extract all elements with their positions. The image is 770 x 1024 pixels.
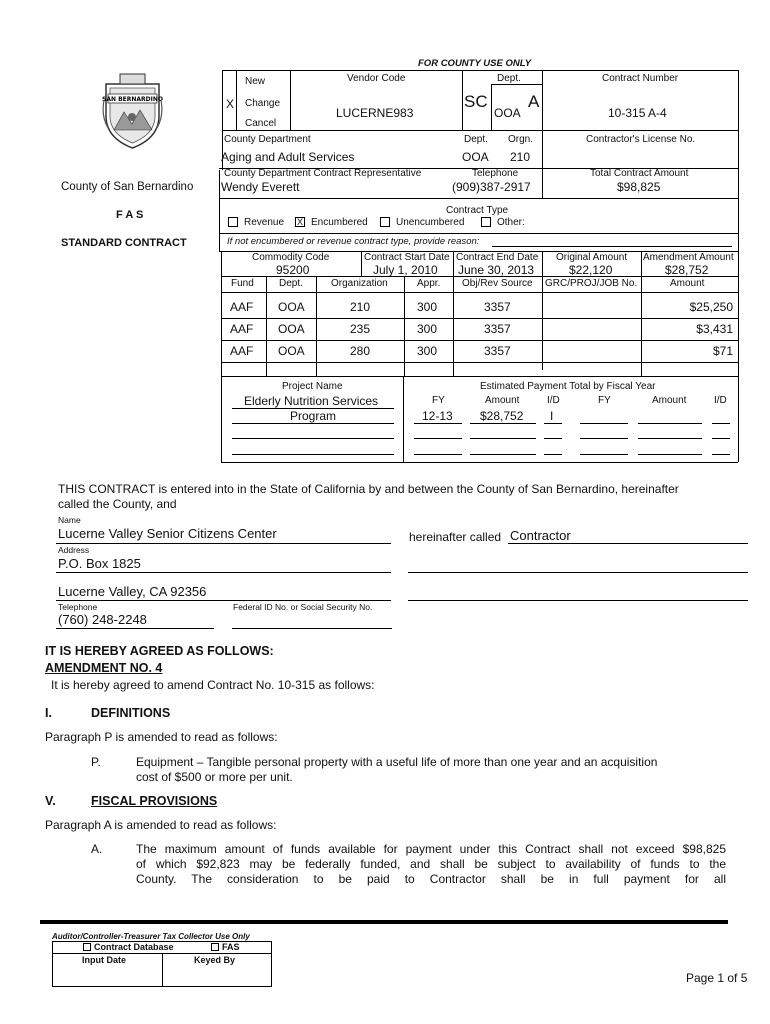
- commodity-value: 95200: [276, 263, 310, 277]
- keyed-by-label: Keyed By: [194, 955, 236, 965]
- contract-form-table: [0, 0, 770, 470]
- county-name: County of San Bernardino: [61, 181, 194, 193]
- table-cell: 300: [417, 344, 438, 358]
- col-appr: Appr.: [417, 278, 441, 289]
- commodity-label: Commodity Code: [252, 252, 330, 263]
- table-cell: $71: [712, 344, 733, 358]
- unencumbered-label: Unencumbered: [396, 217, 465, 228]
- id-label-1: I/D: [547, 395, 560, 406]
- table-cell: 300: [417, 300, 438, 314]
- amendment-amount-value: $28,752: [665, 263, 709, 277]
- table-row: AAF: [230, 344, 254, 358]
- county-department-label: County Department: [224, 134, 311, 145]
- sec1-title: DEFINITIONS: [91, 706, 171, 720]
- table-cell: 300: [417, 322, 438, 336]
- contract-db-label: Contract Database: [94, 942, 174, 952]
- sec1-intro: Paragraph P is amended to read as follows:: [45, 730, 278, 744]
- change-mark: X: [226, 97, 235, 111]
- col-dept: Dept.: [279, 278, 303, 289]
- sec5-title: FISCAL PROVISIONS: [91, 794, 218, 808]
- encumbered-label: Encumbered: [311, 217, 368, 228]
- new-label: New: [245, 76, 266, 87]
- agreed-heading: IT IS HEREBY AGREED AS FOLLOWS:: [45, 644, 274, 658]
- input-date-label: Input Date: [82, 955, 126, 965]
- table-cell: 280: [350, 344, 371, 358]
- end-date-label: Contract End Date: [456, 252, 539, 263]
- original-amount-label: Original Amount: [556, 252, 628, 263]
- orgn-label: Orgn.: [508, 134, 534, 145]
- a-line1: The maximum amount of funds available for payment under this Contract shall not exceed $98,825: [136, 842, 726, 856]
- address-line2: Lucerne Valley, CA 92356: [58, 584, 207, 599]
- hereinafter-value: Contractor: [510, 528, 571, 543]
- table-cell: 235: [350, 322, 371, 336]
- rep-label: County Department Contract Representative: [224, 168, 422, 179]
- revenue-label: Revenue: [244, 217, 285, 228]
- telephone-label: Telephone: [472, 168, 519, 179]
- table-cell: 3357: [484, 344, 511, 358]
- revenue-checkbox[interactable]: [228, 217, 238, 227]
- amendment-heading: AMENDMENT NO. 4: [45, 661, 163, 675]
- sec1-num: I.: [45, 706, 52, 720]
- dept-suffix: A: [528, 92, 540, 111]
- a-line2: of which $92,823 may be federally funded, and shall be subject to availability of funds to the: [136, 857, 726, 871]
- sec5-intro: Paragraph A is amended to read as follows:: [45, 818, 277, 832]
- vendor-sc: SC: [464, 92, 488, 111]
- table-cell: OOA: [278, 344, 305, 358]
- contract-number-label: Contract Number: [602, 73, 679, 84]
- intro-line2: called the County, and: [58, 497, 177, 511]
- amount-label-1: Amount: [485, 395, 520, 406]
- total-amount-label: Total Contract Amount: [590, 168, 689, 179]
- telephone-label: Telephone: [58, 602, 98, 612]
- reason-label: If not encumbered or revenue contract type, provide reason:: [227, 236, 480, 247]
- project-name-line2: Program: [290, 409, 337, 423]
- license-label: Contractor's License No.: [586, 134, 696, 145]
- col-organization: Organization: [331, 278, 388, 289]
- address-label: Address: [58, 545, 90, 555]
- svg-text:SAN BERNARDINO: SAN BERNARDINO: [102, 96, 163, 103]
- original-amount-value: $22,120: [569, 263, 613, 277]
- table-cell: OOA: [278, 322, 305, 336]
- vendor-code-value: LUCERNE983: [336, 106, 414, 120]
- intro-line1: THIS CONTRACT is entered into in the State of California by and between the County of San Bernardino, hereinafter: [58, 482, 679, 496]
- end-date-value: June 30, 2013: [458, 263, 535, 277]
- table-cell: 210: [350, 300, 371, 314]
- rep-value: Wendy Everett: [221, 180, 300, 194]
- col-fund: Fund: [231, 278, 254, 289]
- telephone-value: (909)387-2917: [452, 180, 531, 194]
- vendor-code-label: Vendor Code: [347, 73, 406, 84]
- contract-type-label: Contract Type: [446, 205, 509, 216]
- amount-value: $28,752: [480, 409, 524, 423]
- amount-label-2: Amount: [652, 395, 687, 406]
- fy-label-1: FY: [432, 395, 445, 406]
- dept-label: Dept.: [497, 73, 521, 84]
- start-date-value: July 1, 2010: [373, 263, 438, 277]
- project-name-line1: Elderly Nutrition Services: [244, 394, 379, 408]
- fedid-label: Federal ID No. or Social Security No.: [233, 602, 373, 612]
- encumbered-checkbox[interactable]: X: [296, 217, 303, 227]
- p-letter: P.: [91, 755, 101, 769]
- id-value: I: [550, 409, 554, 423]
- auditor-label: Auditor/Controller-Treasurer Tax Collector Use Only: [52, 932, 250, 941]
- col-grc-proj: GRC/PROJ/JOB No.: [545, 278, 638, 289]
- total-amount-value: $98,825: [617, 180, 661, 194]
- est-payment-label: Estimated Payment Total by Fiscal Year: [480, 381, 656, 392]
- p-line1: Equipment – Tangible personal property with a useful life of more than one year and an acquisition: [136, 755, 658, 769]
- dept2-value: OOA: [462, 150, 489, 164]
- p-line2: cost of $500 or more per unit.: [136, 770, 293, 784]
- col-obj-rev: Obj/Rev Source: [462, 278, 533, 289]
- table-cell: 3357: [484, 322, 511, 336]
- county-department-value: Aging and Adult Services: [221, 150, 355, 164]
- dept-value: OOA: [494, 106, 521, 120]
- orgn-value: 210: [510, 150, 531, 164]
- table-row: AAF: [230, 322, 254, 336]
- page-number: Page 1 of 5: [686, 971, 748, 985]
- other-label: Other:: [497, 217, 525, 228]
- amendment-amount-label: Amendment Amount: [643, 252, 734, 263]
- project-name-label: Project Name: [282, 381, 343, 392]
- standard-contract-title: STANDARD CONTRACT: [61, 237, 187, 249]
- contract-number-value: 10-315 A-4: [608, 106, 667, 120]
- col-amount: Amount: [670, 278, 705, 289]
- change-label: Change: [245, 98, 281, 109]
- table-row: AAF: [230, 300, 254, 314]
- fas-title: F A S: [116, 209, 144, 221]
- county-use-only: FOR COUNTY USE ONLY: [418, 58, 532, 69]
- other-checkbox[interactable]: [481, 217, 491, 227]
- fas-footer-label: FAS: [222, 942, 240, 952]
- a-line3: County. The consideration to be paid to Contractor shall be in full payment for all: [136, 872, 726, 886]
- table-cell: OOA: [278, 300, 305, 314]
- sec5-num: V.: [45, 794, 56, 808]
- start-date-label: Contract Start Date: [364, 252, 450, 263]
- cancel-label: Cancel: [245, 118, 277, 129]
- table-cell: $25,250: [689, 300, 733, 314]
- address-line1: P.O. Box 1825: [58, 556, 141, 571]
- telephone-value: (760) 248-2248: [58, 612, 147, 627]
- footer-rule: [40, 920, 728, 924]
- fas-checkbox[interactable]: [211, 943, 219, 951]
- a-letter: A.: [91, 842, 103, 856]
- name-label: Name: [58, 515, 81, 525]
- table-cell: 3357: [484, 300, 511, 314]
- amend-intro: It is hereby agreed to amend Contract No. 10-315 as follows:: [51, 678, 375, 692]
- contract-db-checkbox[interactable]: [83, 943, 91, 951]
- unencumbered-checkbox[interactable]: [380, 217, 390, 227]
- dept2-label: Dept.: [464, 134, 488, 145]
- fy-value: 12-13: [422, 409, 453, 423]
- table-cell: $3,431: [696, 322, 733, 336]
- id-label-2: I/D: [714, 395, 727, 406]
- hereinafter-label: hereinafter called: [409, 530, 502, 544]
- fy-label-2: FY: [598, 395, 611, 406]
- name-value: Lucerne Valley Senior Citizens Center: [58, 526, 277, 541]
